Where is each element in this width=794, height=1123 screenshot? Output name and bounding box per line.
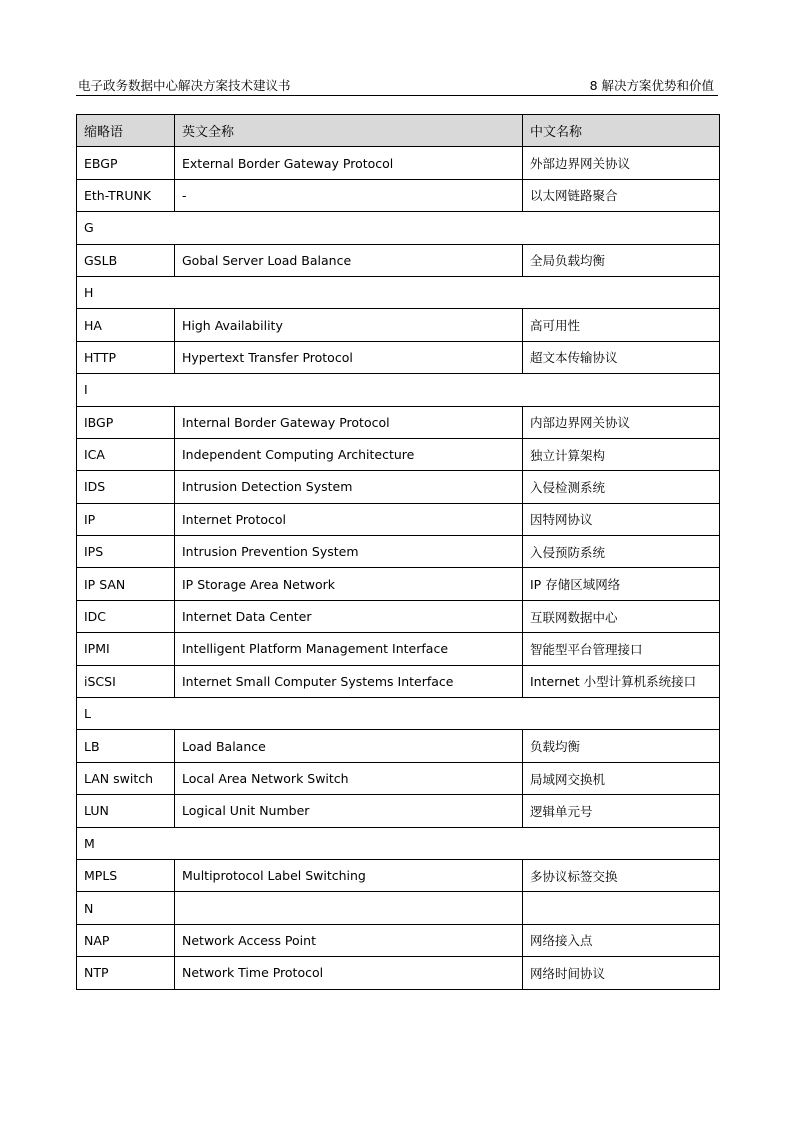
document-title: 电子政务数据中心解决方案技术建议书 [78,78,291,93]
table-row [77,309,720,341]
english-name-cell: Hypertext Transfer Protocol [175,341,523,373]
chinese-name-cell: Internet 小型计算机系统接口 [523,665,720,697]
english-name-cell: High Availability [175,309,523,341]
english-name-cell: Network Access Point [175,924,523,956]
table-row [77,471,720,503]
english-name-cell: - [175,179,523,211]
chinese-name-cell: 智能型平台管理接口 [523,633,720,665]
section-row [77,212,720,244]
column-header-chinese-name: 中文名称 [523,115,720,147]
column-header-abbreviation: 缩略语 [77,115,175,147]
english-name-cell: Network Time Protocol [175,957,523,989]
chinese-name-cell: 多协议标签交换 [523,859,720,891]
table-row [77,406,720,438]
abbreviation-cell: LUN [77,795,175,827]
section-row [77,374,720,406]
column-header-english-name: 英文全称 [175,115,523,147]
abbreviation-cell: Eth-TRUNK [77,179,175,211]
table-row [77,536,720,568]
english-name-cell: Logical Unit Number [175,795,523,827]
english-name-cell: Local Area Network Switch [175,762,523,794]
section-row [77,827,720,859]
chinese-name-cell: 内部边界网关协议 [523,406,720,438]
abbreviation-cell: LAN switch [77,762,175,794]
chinese-name-cell: 互联网数据中心 [523,600,720,632]
chinese-name-cell: 超文本传输协议 [523,341,720,373]
table-row [77,503,720,535]
abbreviation-cell: MPLS [77,859,175,891]
english-name-cell: Internet Data Center [175,600,523,632]
abbreviation-cell: IDS [77,471,175,503]
english-name-cell: Gobal Server Load Balance [175,244,523,276]
english-name-cell: Intrusion Detection System [175,471,523,503]
english-name-cell: Independent Computing Architecture [175,438,523,470]
chinese-name-cell: 局域网交换机 [523,762,720,794]
section-letter: G [77,212,720,244]
table-row [77,924,720,956]
chinese-name-cell: 因特网协议 [523,503,720,535]
abbreviation-cell: N [77,892,175,924]
chapter-title: 8 解决方案优势和价值 [589,78,714,93]
abbreviation-cell: IBGP [77,406,175,438]
chinese-name-cell: 全局负载均衡 [523,244,720,276]
english-name-cell: External Border Gateway Protocol [175,147,523,179]
english-name-cell: IP Storage Area Network [175,568,523,600]
table-row [77,859,720,891]
chinese-name-cell: 网络时间协议 [523,957,720,989]
section-letter: I [77,374,720,406]
table-row [77,957,720,989]
table-row [77,633,720,665]
abbreviation-cell: NAP [77,924,175,956]
english-name-cell: Load Balance [175,730,523,762]
english-name-cell: Internet Protocol [175,503,523,535]
chinese-name-cell: 负载均衡 [523,730,720,762]
abbreviation-cell: iSCSI [77,665,175,697]
table-row [77,438,720,470]
table-row [77,795,720,827]
chinese-name-cell: IP 存储区域网络 [523,568,720,600]
table-row [77,762,720,794]
section-letter: M [77,827,720,859]
table-row [77,244,720,276]
chinese-name-cell: 独立计算架构 [523,438,720,470]
table-row [77,600,720,632]
chinese-name-cell: 入侵预防系统 [523,536,720,568]
abbreviation-cell: IDC [77,600,175,632]
chinese-name-cell: 入侵检测系统 [523,471,720,503]
table-body [77,147,720,989]
table-row [77,341,720,373]
section-letter: H [77,276,720,308]
abbreviation-cell: LB [77,730,175,762]
abbreviation-cell: IP SAN [77,568,175,600]
section-row [77,276,720,308]
chinese-name-cell: 外部边界网关协议 [523,147,720,179]
abbreviation-cell: IP [77,503,175,535]
table-row [77,147,720,179]
table-row [77,665,720,697]
table-row [77,730,720,762]
abbreviation-cell: IPMI [77,633,175,665]
english-name-cell: Intelligent Platform Management Interface [175,633,523,665]
chinese-name-cell [523,892,720,924]
english-name-cell: Intrusion Prevention System [175,536,523,568]
abbreviation-cell: GSLB [77,244,175,276]
abbreviation-cell: HTTP [77,341,175,373]
english-name-cell: Multiprotocol Label Switching [175,859,523,891]
chinese-name-cell: 网络接入点 [523,924,720,956]
abbreviation-cell: EBGP [77,147,175,179]
section-row [77,698,720,730]
section-letter: L [77,698,720,730]
table-row [77,568,720,600]
chinese-name-cell: 高可用性 [523,309,720,341]
table-row [77,179,720,211]
abbreviation-cell: NTP [77,957,175,989]
table-row [77,892,720,924]
table-header-row [77,115,720,147]
abbreviation-cell: HA [77,309,175,341]
chinese-name-cell: 以太网链路聚合 [523,179,720,211]
english-name-cell: Internet Small Computer Systems Interface [175,665,523,697]
abbreviation-cell: IPS [77,536,175,568]
abbreviation-table [76,114,720,990]
english-name-cell: Internal Border Gateway Protocol [175,406,523,438]
english-name-cell [175,892,523,924]
chinese-name-cell: 逻辑单元号 [523,795,720,827]
abbreviation-cell: ICA [77,438,175,470]
page-header [76,77,718,96]
